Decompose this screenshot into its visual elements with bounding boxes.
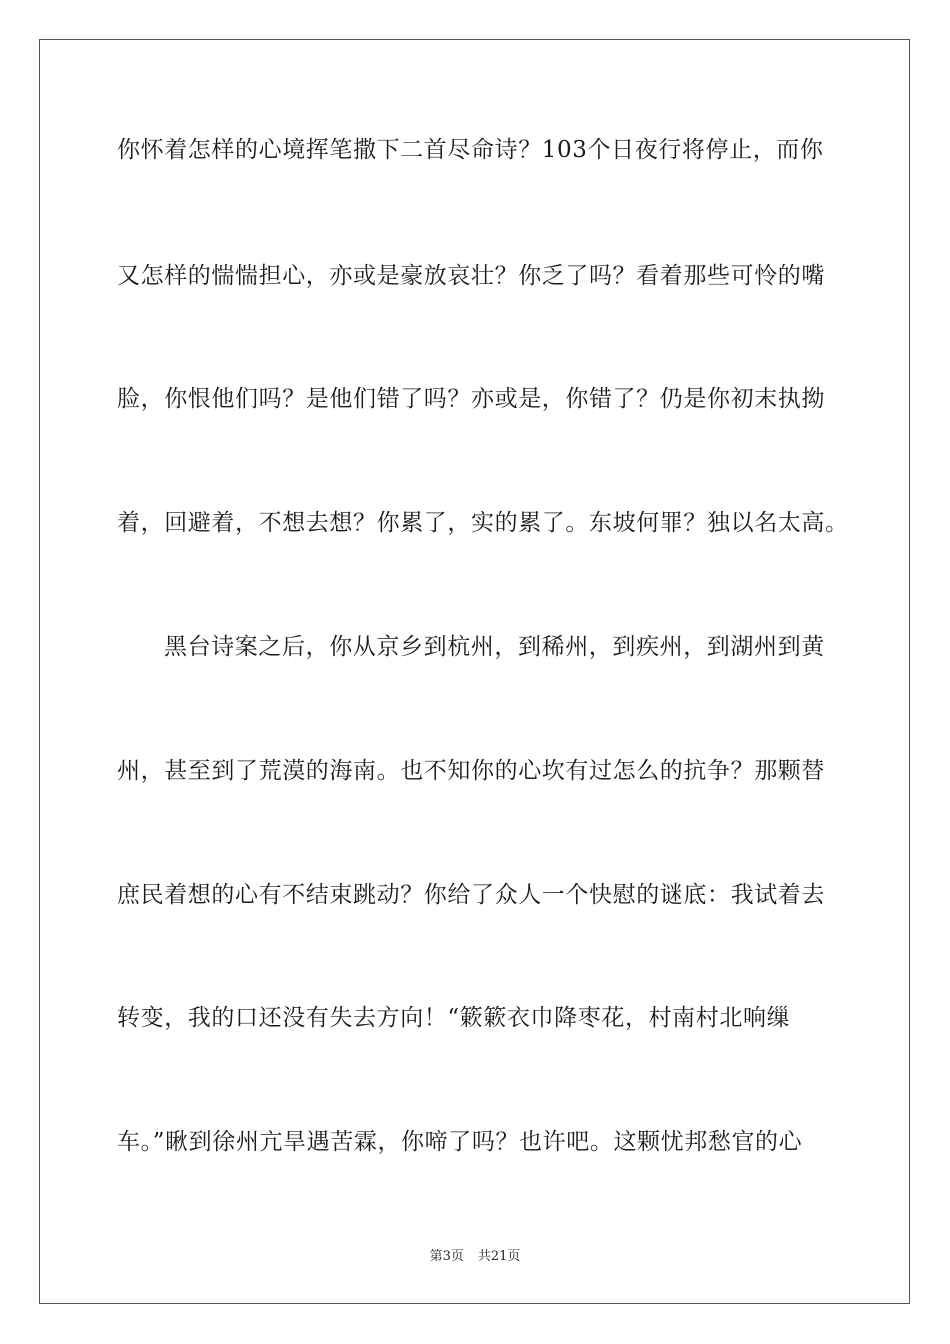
text-line: 转变，我的口还没有失去方向！“簌簌衣巾降枣花，村南村北响缫 [117,1005,791,1031]
text-line: 州，甚至到了荒漠的海南。也不知你的心坎有过怎么的抗争？那颗替 [117,758,825,784]
text-line: 车。”瞅到徐州亢旱遇苦霖，你啼了吗？也许吧。这颗忧邦愁官的心 [117,1129,803,1155]
text-line: 又怎样的惴惴担心，亦或是豪放哀壮？你乏了吗？看着那些可怜的嘴 [117,263,825,289]
text-line: 脸，你恨他们吗？是他们错了吗？亦或是，你错了？仍是你初末执拗 [117,386,825,412]
page-number: 第3页 [429,1249,464,1264]
text-line: 你怀着怎样的心境挥笔撒下二首尽命诗？103个日夜行将停止，而你 [117,137,824,163]
page-border [39,39,910,1304]
text-line: 庶民着想的心有不结束跳动？你给了众人一个快慰的谜底：我试着去 [117,882,825,908]
text-line: 着，回避着，不想去想？你累了，实的累了。东坡何罪？独以名太高。 [117,510,849,536]
page-footer [0,1248,950,1266]
page-total: 共21页 [477,1249,521,1264]
paragraph-start-line: 黑台诗案之后，你从京乡到杭州，到稀州，到疾州，到湖州到黄 [164,634,825,660]
